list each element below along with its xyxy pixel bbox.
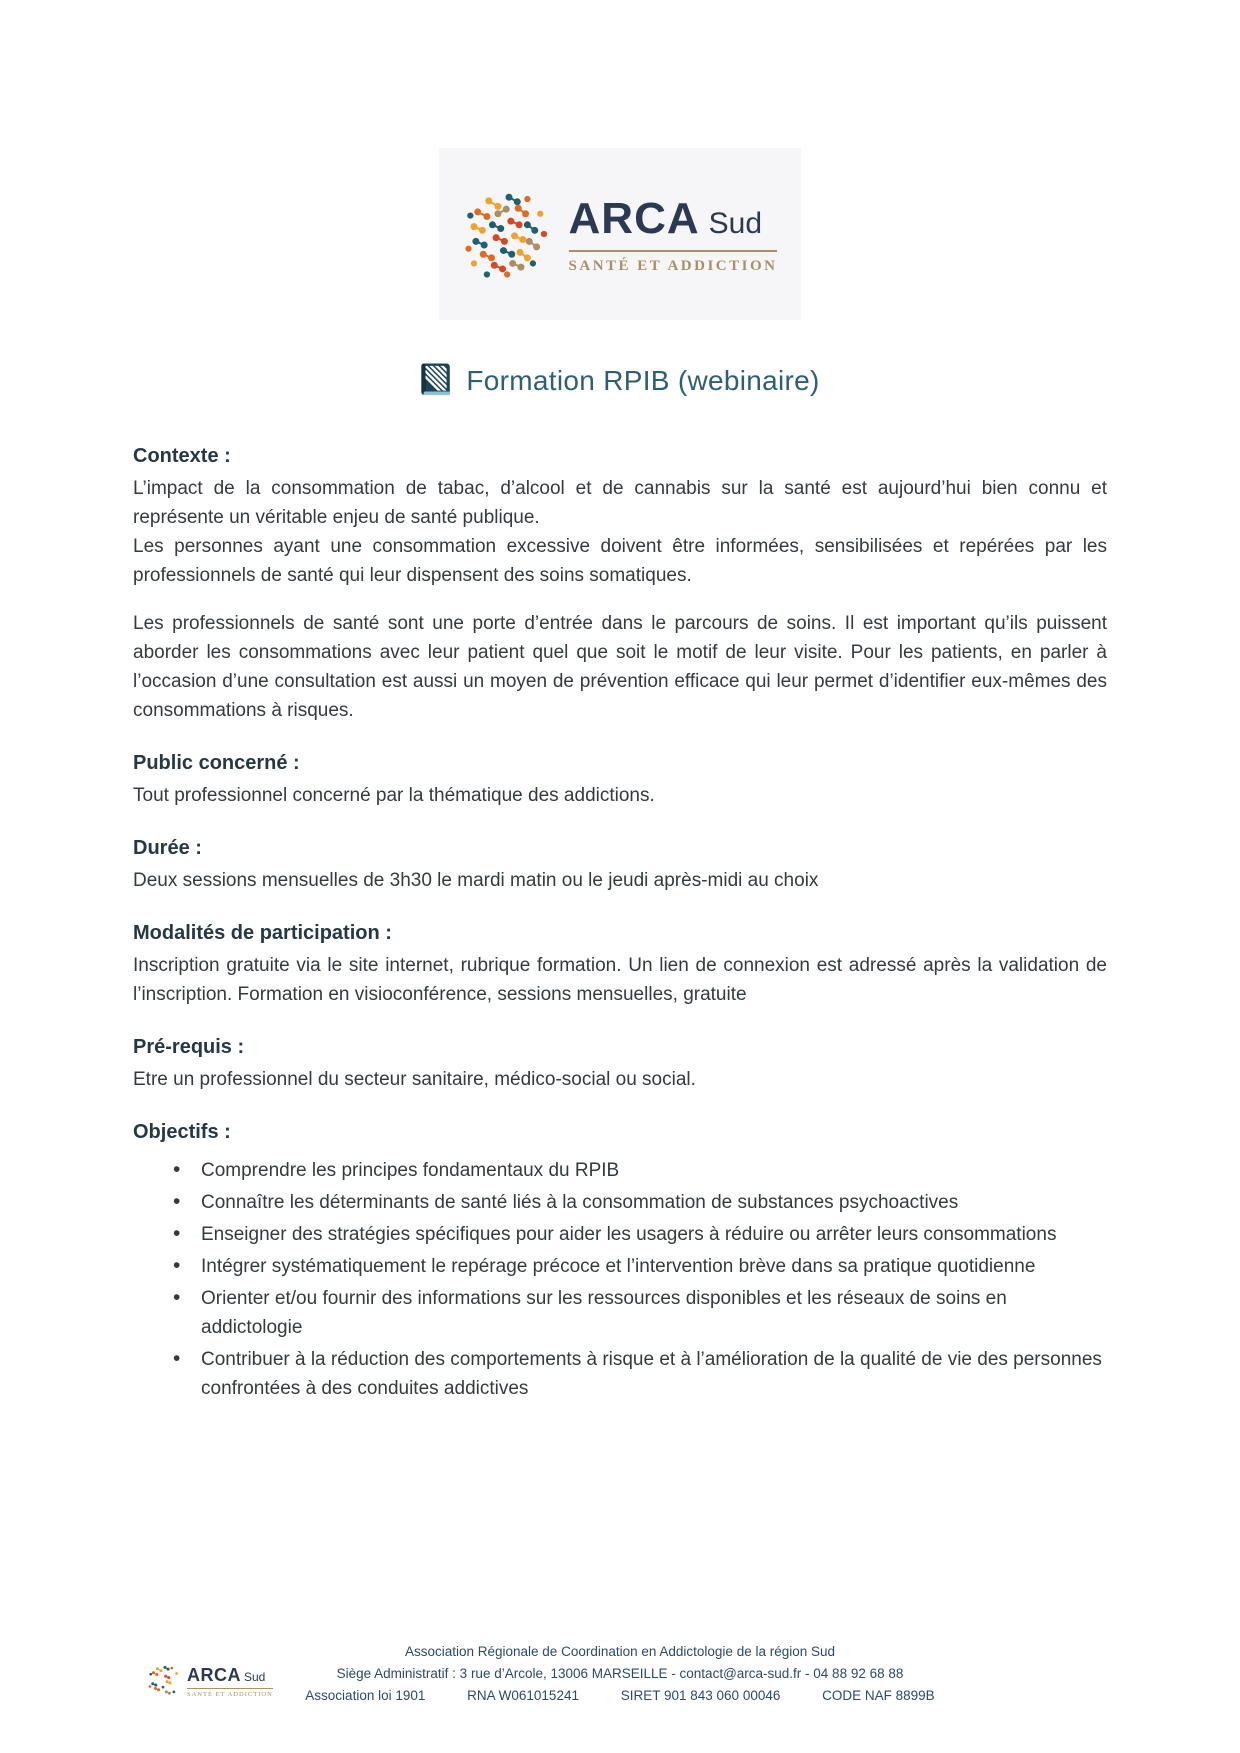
molecule-cluster-icon	[463, 186, 555, 282]
paragraph: Etre un professionnel du secteur sanitaire, médico-social ou social.	[133, 1069, 696, 1090]
section-heading-modalites: Modalités de participation :	[133, 922, 392, 944]
page-title: Formation RPIB (webinaire)	[466, 364, 820, 396]
paragraph: L’impact de la consommation de tabac, d’alcool et de cannabis sur la santé est aujourd’hui bien connu et représente un véritable enjeu de santé publique.	[133, 478, 1107, 528]
list-item: • Intégrer systématiquement le repérage précoce et l’intervention brève dans sa pratique quotidienne	[171, 1252, 1107, 1281]
footer-association-line: Association Régionale de Coordination en Addictologie de la région Sud	[404, 1644, 836, 1659]
paragraph: Les professionnels de santé sont une porte d’entrée dans le parcours de soins. Il est important qu’ils puissent aborder les consommations avec leur patient quel que soit le motif de leur visite. Pour les patients, en parler à l’occasion d’une consultation est aussi un moyen de prévention efficace qui leur permet d’identifier eux-mêmes des consommations à risques.	[133, 613, 1107, 721]
section-heading-contexte: Contexte :	[133, 445, 231, 467]
footer-legal-item: SIRET 901 843 060 00046	[620, 1688, 781, 1703]
logo-tagline: SANTÉ ET ADDICTION	[568, 257, 778, 274]
footer-legal-line	[0, 1685, 1240, 1707]
section-heading-objectifs: Objectifs :	[133, 1121, 231, 1143]
list-item: • Connaître les déterminants de santé liés à la consommation de substances psychoactives	[171, 1188, 1107, 1217]
page-footer	[0, 1641, 1240, 1707]
logo-divider	[569, 250, 778, 252]
paragraph: Inscription gratuite via le site internet, rubrique formation. Un lien de connexion est adressé après la validation de l’inscription. Formation en visioconférence, sessions mensuelles, gratuite	[133, 955, 1107, 1005]
section-heading-duree: Durée :	[133, 837, 202, 859]
objectives-list	[133, 1156, 1107, 1403]
document-body	[0, 399, 1240, 1403]
logo-sud-text: Sud	[244, 1669, 266, 1684]
logo-tagline: SANTÉ ET ADDICTION	[187, 1690, 273, 1698]
list-item: • Enseigner des stratégies spécifiques pour aider les usagers à réduire ou arrêter leurs consommations	[171, 1220, 1107, 1249]
footer-legal-item: Association loi 1901	[305, 1688, 426, 1703]
logo-text	[569, 194, 778, 275]
footer-legal-item: CODE NAF 8899B	[822, 1688, 935, 1703]
section-heading-pre-requis: Pré-requis :	[133, 1036, 245, 1058]
paragraph: Deux sessions mensuelles de 3h30 le mardi matin ou le jeudi après-midi au choix	[133, 870, 819, 891]
logo-sud-text: Sud	[708, 206, 763, 240]
book-icon	[420, 362, 453, 399]
paragraph: Les personnes ayant une consommation excessive doivent être informées, sensibilisées et repérées par les professionnels de santé qui leur dispensent des soins somatiques.	[133, 536, 1107, 586]
logo-arca-text: ARCA	[187, 1664, 241, 1685]
section-heading-public-concerne: Public concerné :	[133, 752, 300, 774]
list-item: • Contribuer à la réduction des comportements à risque et à l’amélioration de la qualité de vie des personnes confrontées à des conduites addictives	[171, 1345, 1107, 1403]
document-title	[0, 362, 1240, 399]
footer-legal-item: RNA W061015241	[467, 1688, 579, 1703]
list-item: • Orienter et/ou fournir des informations sur les ressources disponibles et les réseaux de soins en addictologie	[171, 1284, 1107, 1342]
footer-address-line: Siège Administratif : 3 rue d’Arcole, 13006 MARSEILLE - contact@arca-sud.fr - 04 88 92 68 88	[336, 1666, 904, 1681]
header-logo	[439, 148, 801, 320]
logo-inner	[463, 186, 778, 282]
logo-arca-text: ARCA	[568, 193, 700, 243]
paragraph: Tout professionnel concerné par la thématique des addictions.	[133, 785, 655, 806]
list-item: • Comprendre les principes fondamentaux du RPIB	[171, 1156, 1107, 1185]
